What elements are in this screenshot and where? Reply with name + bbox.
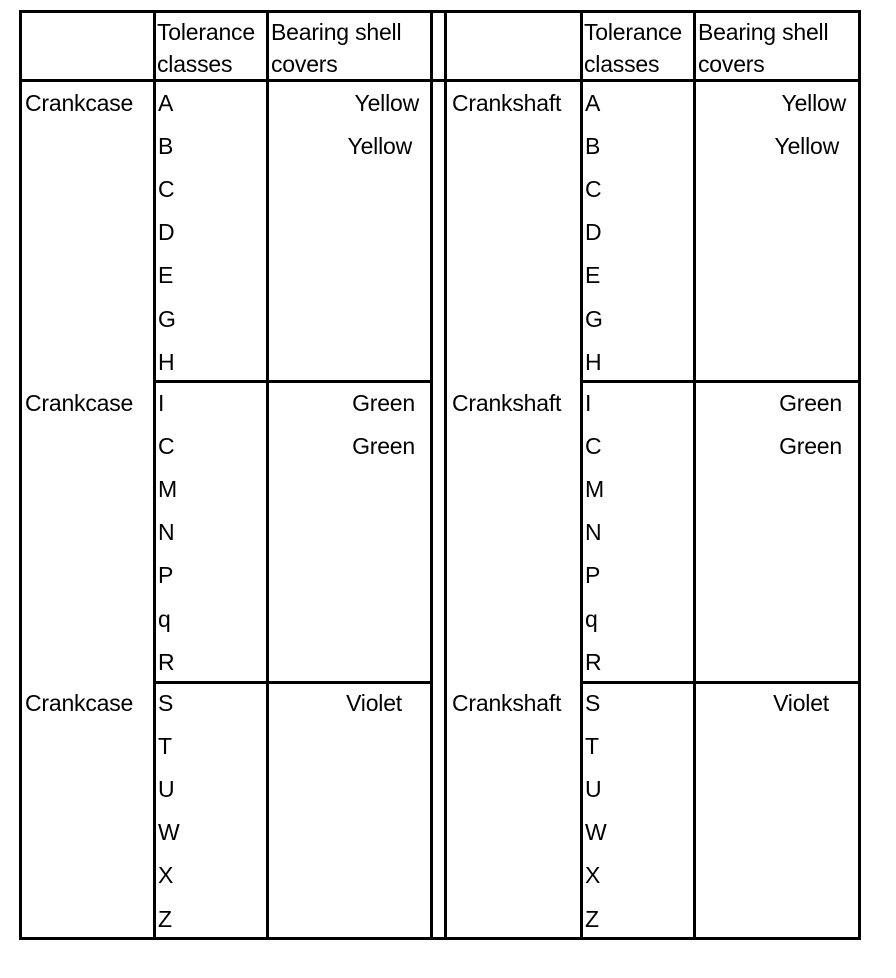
- tolerance-class: B: [158, 133, 174, 160]
- part-label: Crankshaft: [452, 390, 562, 416]
- part-label: Crankshaft: [452, 690, 562, 716]
- tolerance-class: H: [158, 348, 175, 375]
- tolerance-class: M: [158, 476, 177, 503]
- column-line-2: [266, 10, 269, 940]
- tolerance-class: X: [158, 862, 174, 889]
- tolerance-class: Z: [158, 905, 172, 932]
- tolerance-class: M: [585, 476, 604, 503]
- tolerance-class: C: [585, 433, 602, 460]
- tolerance-class: E: [585, 262, 601, 289]
- tolerance-class: Z: [585, 905, 599, 932]
- group-separator-1-1: [580, 681, 861, 684]
- tolerance-class: C: [158, 433, 175, 460]
- part-label: Crankshaft: [452, 90, 562, 116]
- tolerance-class: I: [585, 390, 592, 416]
- tolerance-class: S: [158, 690, 174, 716]
- part-label: Crankcase: [25, 390, 134, 416]
- header-tolerance-classes: Tolerance: [157, 19, 255, 45]
- column-line-7: [858, 10, 861, 940]
- tolerance-class: N: [158, 519, 175, 546]
- part-label: Crankcase: [25, 90, 134, 116]
- tolerance-class: X: [585, 862, 601, 889]
- tolerance-class: C: [585, 176, 602, 203]
- table-border-bottom: [19, 937, 861, 940]
- tolerance-class: q: [158, 605, 171, 632]
- column-line-5: [580, 10, 583, 940]
- tolerance-class: H: [585, 348, 602, 375]
- cover-color: Yellow: [774, 133, 839, 160]
- column-line-6: [693, 10, 696, 940]
- tolerance-class: U: [158, 776, 175, 803]
- column-line-3: [430, 10, 433, 940]
- tolerance-class: I: [158, 390, 165, 416]
- cover-color: Green: [352, 390, 415, 416]
- tolerance-class: D: [585, 219, 602, 246]
- tolerance-class: D: [158, 219, 175, 246]
- cover-color: Yellow: [354, 90, 419, 116]
- tolerance-class: P: [158, 562, 174, 589]
- cover-color: Green: [779, 433, 842, 460]
- tolerance-class: T: [585, 733, 599, 760]
- part-label: Crankcase: [25, 690, 134, 716]
- cover-color: Yellow: [347, 133, 412, 160]
- group-separator-0-0: [153, 380, 433, 383]
- tolerance-class: q: [585, 605, 598, 632]
- cover-color: Violet: [773, 690, 829, 716]
- group-separator-0-1: [153, 681, 433, 684]
- tolerance-class: T: [158, 733, 172, 760]
- cover-color: Green: [779, 390, 842, 416]
- cover-color: Yellow: [781, 90, 846, 116]
- header-bearing-shell-covers: covers: [271, 51, 338, 77]
- column-line-0: [19, 10, 22, 940]
- header-bearing-shell-covers: Bearing shell: [271, 19, 402, 45]
- column-line-4: [444, 10, 447, 940]
- tolerance-class: E: [158, 262, 174, 289]
- tolerance-class: B: [585, 133, 601, 160]
- tolerance-class: R: [158, 648, 175, 675]
- column-line-1: [153, 10, 156, 940]
- header-bearing-shell-covers: Bearing shell: [698, 19, 829, 45]
- tolerance-class: W: [585, 819, 607, 846]
- tolerance-class: R: [585, 648, 602, 675]
- tolerance-class: N: [585, 519, 602, 546]
- header-bearing-shell-covers: covers: [698, 51, 765, 77]
- tolerance-class: A: [158, 90, 174, 116]
- cover-color: Green: [352, 433, 415, 460]
- tolerance-class: G: [585, 305, 603, 332]
- tolerance-class: C: [158, 176, 175, 203]
- tolerance-class: W: [158, 819, 180, 846]
- tolerance-class: P: [585, 562, 601, 589]
- tolerance-class: S: [585, 690, 601, 716]
- table-border-top: [19, 10, 861, 13]
- cover-color: Violet: [346, 690, 402, 716]
- header-tolerance-classes: classes: [584, 51, 660, 77]
- header-tolerance-classes: Tolerance: [584, 19, 682, 45]
- tolerance-class: G: [158, 305, 176, 332]
- header-tolerance-classes: classes: [157, 51, 233, 77]
- group-separator-1-0: [580, 380, 861, 383]
- tolerance-class: A: [585, 90, 601, 116]
- tolerance-class: U: [585, 776, 602, 803]
